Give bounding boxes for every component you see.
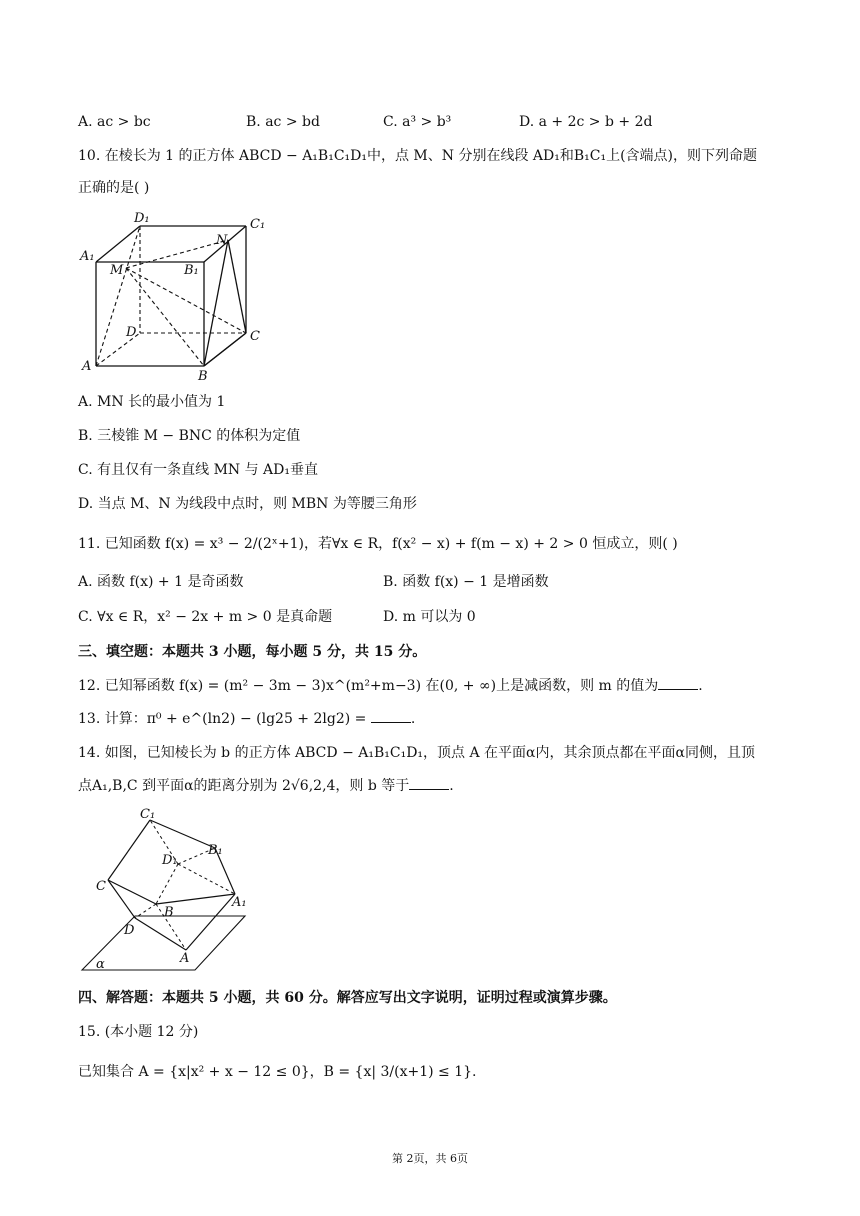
label-c: C <box>96 879 106 894</box>
label-d1: D₁ <box>134 211 150 226</box>
q12-answer-blank[interactable] <box>658 677 698 690</box>
q15-title: 15. (本小题 12 分) <box>78 1024 199 1040</box>
q13-line: 13. 计算：π⁰ + e^(ln2) − (lg25 + 2lg2) = . <box>78 711 416 727</box>
q9-option-b: B. ac > bd <box>246 114 320 130</box>
q10-stem-line2: 正确的是( ) <box>78 180 150 196</box>
q11-option-b: B. 函数 f(x) − 1 是增函数 <box>383 574 549 590</box>
q14-cube-plane-figure <box>80 804 260 980</box>
label-alpha: α <box>96 957 105 972</box>
q10-option-a: A. MN 长的最小值为 1 <box>78 394 226 410</box>
section-3-heading: 三、填空题：本题共 3 小题，每小题 5 分，共 15 分。 <box>78 644 427 660</box>
label-n: N <box>216 233 228 248</box>
label-a: A <box>180 951 190 966</box>
q10-option-d: D. 当点 M、N 为线段中点时，则 MBN 为等腰三角形 <box>78 496 417 512</box>
q11-option-c: C. ∀x ∈ R，x² − 2x + m > 0 是真命题 <box>78 609 333 625</box>
q10-option-c: C. 有且仅有一条直线 MN 与 AD₁垂直 <box>78 462 318 478</box>
q13-answer-blank[interactable] <box>371 710 411 723</box>
page-footer: 第 2页，共 6页 <box>392 1152 468 1165</box>
q10-option-b: B. 三棱锥 M − BNC 的体积为定值 <box>78 428 301 444</box>
q11-stem: 11. 已知函数 f(x) = x³ − 2/(2ˣ+1)，若∀x ∈ R，f(x² − x) + f(m − x) + 2 > 0 恒成立，则( ) <box>78 536 678 552</box>
label-c: C <box>250 329 260 344</box>
q9-option-d: D. a + 2c > b + 2d <box>519 114 653 130</box>
q12-text: 12. 已知幂函数 f(x) = (m² − 3m − 3)x^(m²+m−3) 在(0, + ∞)上是减函数，则 m 的值为 <box>78 678 659 694</box>
q12-line: 12. 已知幂函数 f(x) = (m² − 3m − 3)x^(m²+m−3) 在(0, + ∞)上是减函数，则 m 的值为 . <box>78 678 703 694</box>
q10-stem-line1: 10. 在棱长为 1 的正方体 ABCD − A₁B₁C₁D₁中，点 M、N 分别在线段 AD₁和B₁C₁上(含端点)，则下列命题 <box>78 148 758 164</box>
label-m: M <box>110 263 124 278</box>
q9-option-c: C. a³ > b³ <box>383 114 452 130</box>
q15-stem: 已知集合 A = {x|x² + x − 12 ≤ 0}，B = {x| 3/(x+1) ≤ 1}. <box>78 1064 477 1080</box>
label-b: B <box>198 369 208 383</box>
label-d: D <box>126 325 137 340</box>
q13-text: 13. 计算：π⁰ + e^(ln2) − (lg25 + 2lg2) = <box>78 711 367 727</box>
label-b1: B₁ <box>184 263 199 278</box>
label-b: B <box>164 905 174 920</box>
q14-line2-text: 点A₁,B,C 到平面α的距离分别为 2√6,2,4，则 b 等于 <box>78 778 410 794</box>
q14-answer-blank[interactable] <box>409 777 449 790</box>
q9-option-a: A. ac > bc <box>78 114 151 130</box>
label-c1: C₁ <box>140 807 156 822</box>
q11-option-d: D. m 可以为 0 <box>383 609 476 625</box>
label-d: D <box>124 923 135 938</box>
q14-line1: 14. 如图，已知棱长为 b 的正方体 ABCD − A₁B₁C₁D₁，顶点 A 在平面α内，其余顶点都在平面α同侧，且顶 <box>78 745 755 761</box>
label-b1: B₁ <box>208 843 223 858</box>
q10-cube-figure <box>78 208 278 387</box>
section-4-heading: 四、解答题：本题共 5 小题，共 60 分。解答应写出文字说明，证明过程或演算步骤。 <box>78 990 617 1006</box>
label-a: A <box>82 359 92 374</box>
q14-line2: 点A₁,B,C 到平面α的距离分别为 2√6,2,4，则 b 等于 . <box>78 778 454 794</box>
label-c1: C₁ <box>250 217 266 232</box>
label-a1: A₁ <box>80 249 95 264</box>
q11-option-a: A. 函数 f(x) + 1 是奇函数 <box>78 574 244 590</box>
label-d1: D₁ <box>162 853 178 868</box>
label-a1: A₁ <box>232 895 247 910</box>
